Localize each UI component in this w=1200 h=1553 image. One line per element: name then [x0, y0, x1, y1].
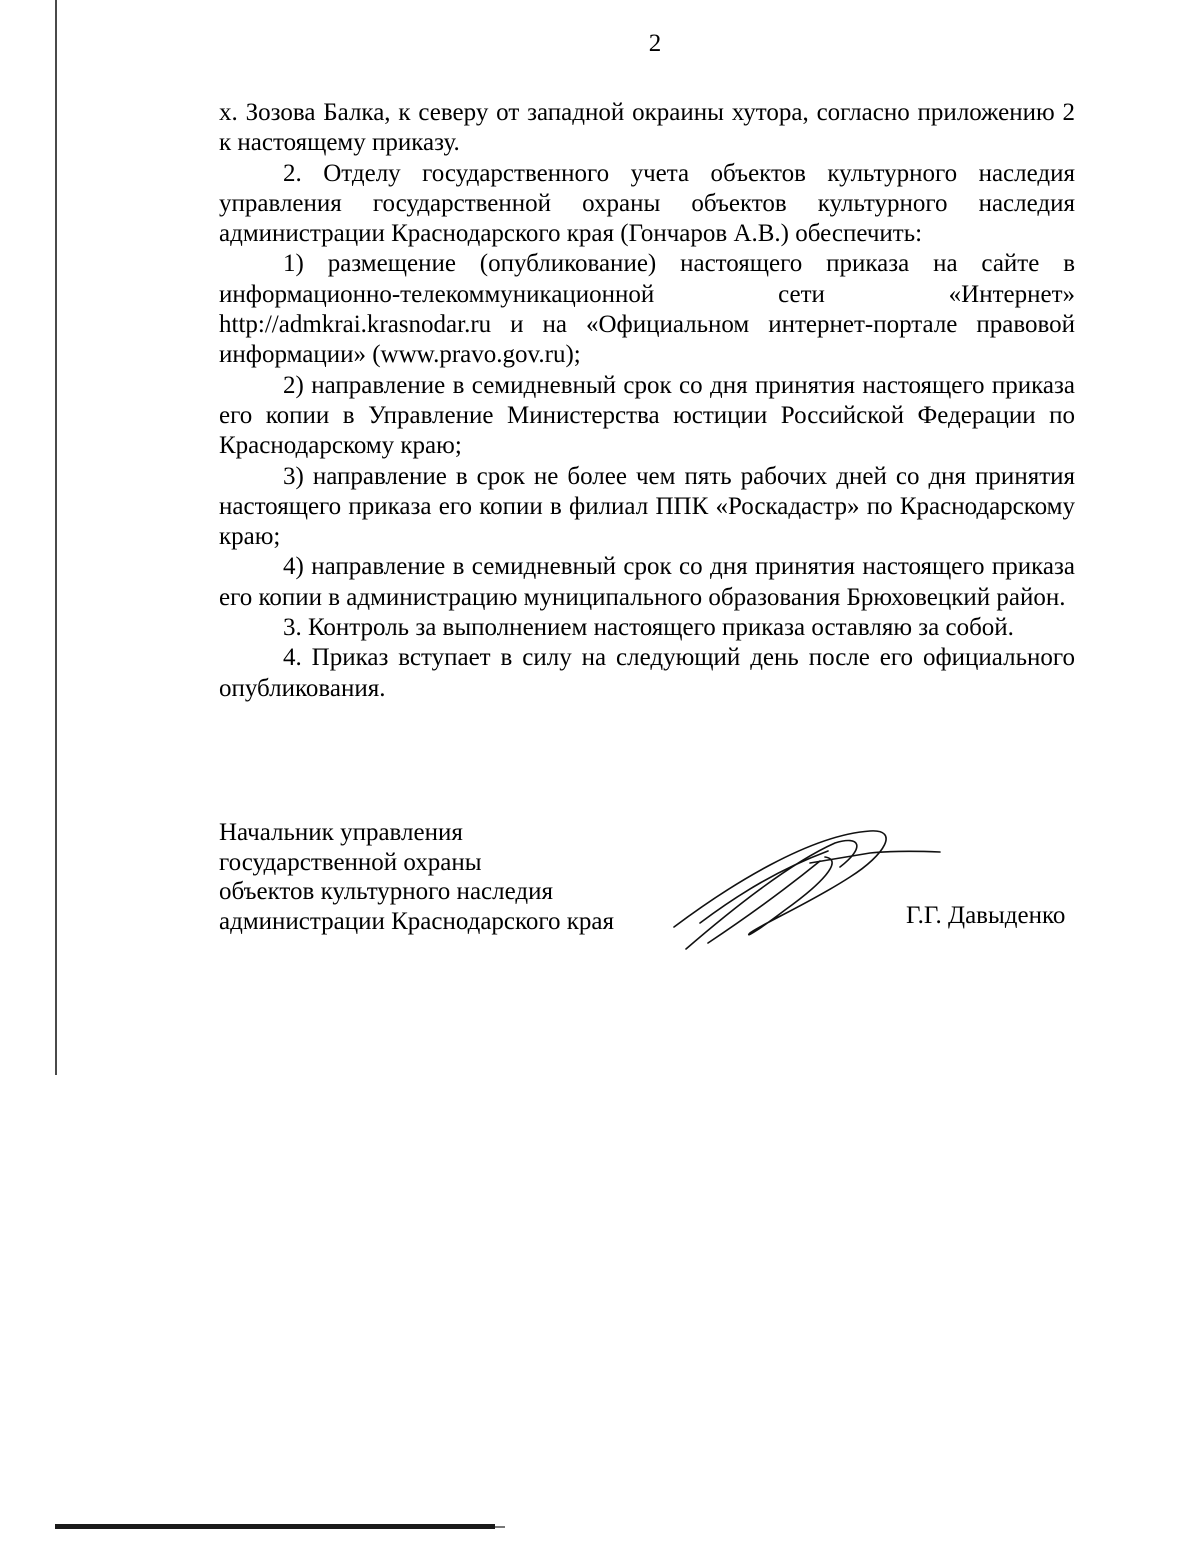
page-number: 2	[648, 30, 662, 57]
signatory-title-line: государственной охраны	[219, 848, 482, 876]
paragraph-item-3: 3. Контроль за выполнением настоящего приказа оставляю за собой.	[283, 614, 1014, 642]
paragraph-subitem-1-rest: http://admkrai.krasnodar.ru и на «Официальном интернет-портале правовой информации» (www.pravo.gov.ru);	[219, 311, 1075, 369]
paragraph-subitem-4: 4) направление в семидневный срок со дня принятия настоящего приказа его копии в администрацию муниципального образования Брюховецкий район.	[219, 553, 1075, 611]
document-body	[219, 98, 1075, 704]
handwritten-signature	[660, 815, 950, 955]
signatory-title-line: объектов культурного наследия	[219, 878, 553, 905]
paragraph-subitem-1-line2	[219, 280, 1075, 310]
paragraph-subitem-1-intro: 1) размещение (опубликование) настоящего приказа на сайте в	[283, 250, 1075, 278]
scan-edge-mark	[55, 0, 57, 1075]
signatory-title	[219, 818, 614, 936]
paragraph-subitem-3: 3) направление в срок не более чем пять рабочих дней со дня принятия настоящего приказа его копии в филиал ППК «Роскадастр» по Краснодарскому краю;	[219, 462, 1075, 551]
word-informatsionno: информационно-телекоммуникационной	[219, 280, 655, 308]
paragraph-continuation: х. Зозова Балка, к северу от западной окраины хутора, согласно приложению 2 к настоящему приказу.	[219, 99, 1075, 157]
paragraph-item-2: 2. Отделу государственного учета объектов культурного наследия управления государственной охраны объектов культурного наследия администрации Краснодарского края (Гончаров А.В.) обеспечить:	[219, 159, 1075, 248]
signatory-title-line: Начальник управления	[219, 819, 463, 846]
scan-bottom-line-tail	[495, 1526, 505, 1528]
word-internet: «Интернет»	[948, 280, 1075, 308]
word-seti: сети	[778, 280, 825, 308]
paragraph-subitem-2: 2) направление в семидневный срок со дня принятия настоящего приказа его копии в Управление Министерства юстиции Российской Федерации по Краснодарскому краю;	[219, 371, 1075, 460]
scan-bottom-line	[55, 1524, 495, 1529]
paragraph-item-4: 4. Приказ вступает в силу на следующий день после его официального опубликования.	[219, 644, 1075, 702]
signatory-title-line: администрации Краснодарского края	[219, 907, 615, 935]
signatory-name: Г.Г. Давыденко	[906, 902, 1066, 929]
